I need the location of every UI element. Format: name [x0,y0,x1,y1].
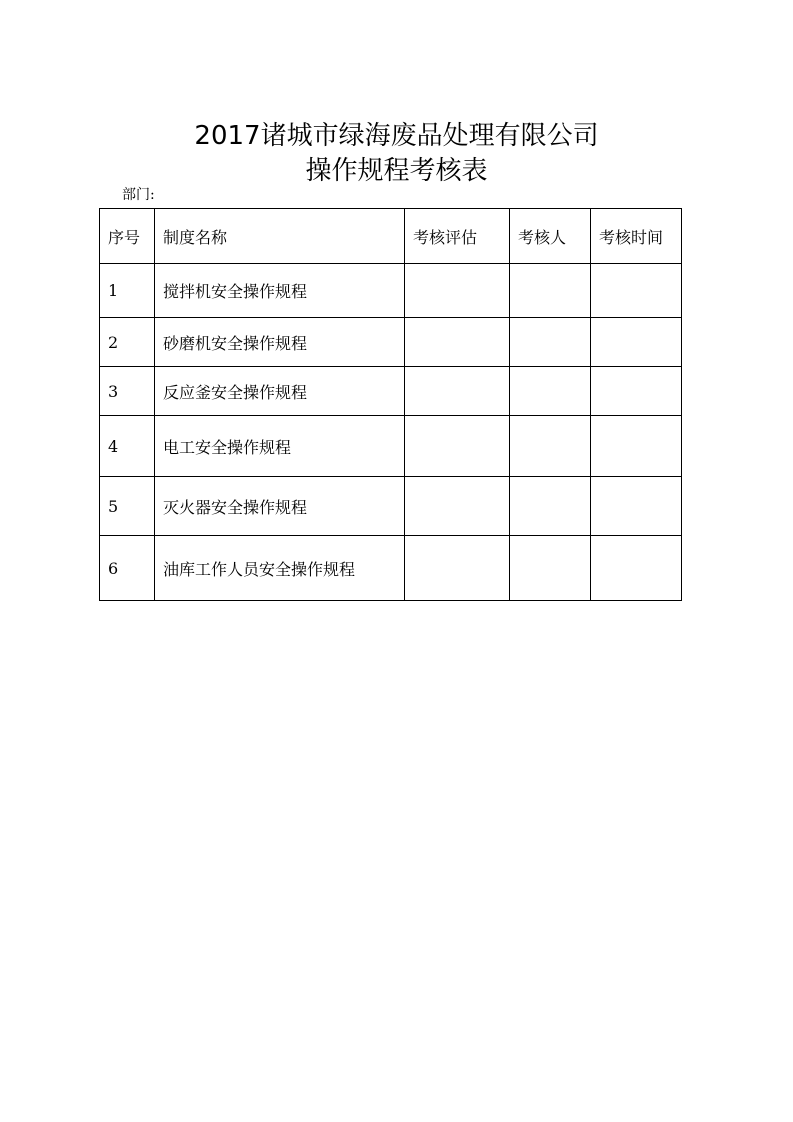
header-rule-name: 制度名称 [155,209,405,264]
table-row [100,318,682,367]
evaluation-cell[interactable] [405,477,510,536]
table-row [100,264,682,318]
time-cell[interactable] [591,367,682,416]
time-cell[interactable] [591,318,682,367]
rule-name-cell: 砂磨机安全操作规程 [155,318,405,367]
evaluation-cell[interactable] [405,536,510,601]
evaluation-cell[interactable] [405,416,510,477]
header-assessment-time: 考核时间 [591,209,682,264]
row-number: 2 [100,318,155,367]
table-header-row [100,209,682,264]
row-number: 5 [100,477,155,536]
table-row [100,477,682,536]
assessor-cell[interactable] [510,477,591,536]
row-number: 6 [100,536,155,601]
evaluation-cell[interactable] [405,318,510,367]
assessment-table [99,208,682,601]
header-serial-number: 序号 [100,209,155,264]
row-number: 1 [100,264,155,318]
header-evaluation: 考核评估 [405,209,510,264]
department-label: 部门: [122,187,155,203]
time-cell[interactable] [591,416,682,477]
time-cell[interactable] [591,536,682,601]
time-cell[interactable] [591,264,682,318]
header-assessor: 考核人 [510,209,591,264]
table-row [100,536,682,601]
document-subtitle: 操作规程考核表 [305,156,488,186]
rule-name-cell: 油库工作人员安全操作规程 [155,536,405,601]
rule-name-cell: 搅拌机安全操作规程 [155,264,405,318]
row-number: 3 [100,367,155,416]
rule-name-cell: 反应釜安全操作规程 [155,367,405,416]
rule-name-cell: 灭火器安全操作规程 [155,477,405,536]
evaluation-cell[interactable] [405,264,510,318]
rule-name-cell: 电工安全操作规程 [155,416,405,477]
time-cell[interactable] [591,477,682,536]
assessor-cell[interactable] [510,536,591,601]
assessor-cell[interactable] [510,416,591,477]
assessor-cell[interactable] [510,367,591,416]
assessor-cell[interactable] [510,264,591,318]
table-row [100,367,682,416]
row-number: 4 [100,416,155,477]
document-title: 2017诸城市绿海废品处理有限公司 [194,121,599,151]
table-row [100,416,682,477]
evaluation-cell[interactable] [405,367,510,416]
assessor-cell[interactable] [510,318,591,367]
